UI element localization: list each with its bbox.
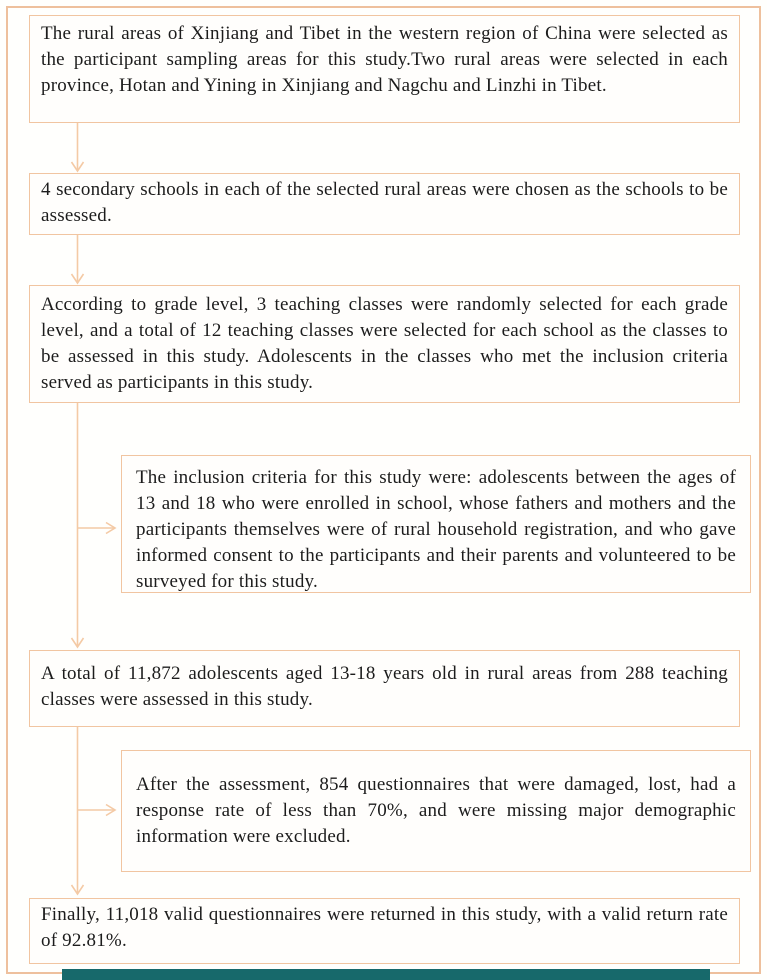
- flow-step-text: The inclusion criteria for this study were: adolescents between the ages of 13 and 18 who were enrolled in school, whose fathers and mothers and the participants themselves were of rural household registration, and who gave informed consent to the participants and their parents and volunteered to be surveyed for this study.: [136, 467, 736, 592]
- flow-step-sampling-areas: [29, 15, 740, 123]
- flow-step-text: 4 secondary schools in each of the selected rural areas were chosen as the schools to be assessed.: [41, 179, 728, 226]
- flow-step-text: According to grade level, 3 teaching classes were randomly selected for each grade level, and a total of 12 teaching classes were selected for each school as the classes to be assessed in this study. Adolescents in the classes who met the inclusion criteria served as participants in this study.: [41, 294, 728, 393]
- flow-step-text: The rural areas of Xinjiang and Tibet in the western region of China were selected as the participant sampling areas for this study.Two rural areas were selected in each province, Hotan and Yining in Xinjiang and Nagchu and Linzhi in Tibet.: [41, 23, 728, 96]
- flow-step-total-assessed: [29, 650, 740, 727]
- flow-step-valid-questionnaires: [29, 898, 740, 964]
- flow-step-text: A total of 11,872 adolescents aged 13-18 years old in rural areas from 288 teaching classes were assessed in this study.: [41, 663, 728, 710]
- flow-step-excluded-questionnaires: [121, 750, 751, 872]
- flow-step-text: Finally, 11,018 valid questionnaires were returned in this study, with a valid return rate of 92.81%.: [41, 904, 728, 951]
- flow-step-classes-selected: [29, 285, 740, 403]
- flow-step-schools-selected: [29, 173, 740, 235]
- flow-step-text: After the assessment, 854 questionnaires that were damaged, lost, had a response rate of less than 70%, and were missing major demographic information were excluded.: [136, 774, 736, 847]
- flow-step-inclusion-criteria: [121, 455, 751, 593]
- bottom-teal-bar: [62, 969, 710, 980]
